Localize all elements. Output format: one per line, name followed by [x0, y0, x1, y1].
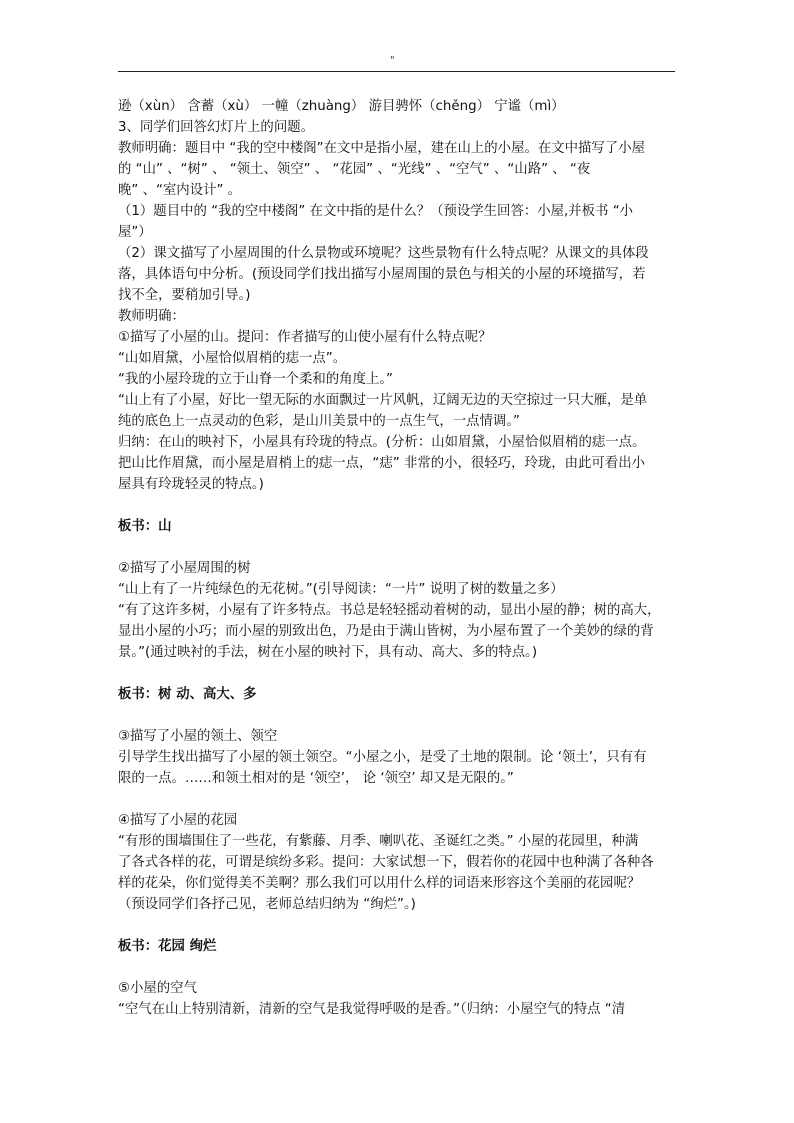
text-line — [118, 957, 680, 978]
text-line: 纯的底色上一点灵动的色彩，是山川美景中的一点生气，一点情调。” — [118, 414, 520, 429]
text-line: “我的小屋玲珑的立于山脊一个柔和的角度上。” — [118, 372, 393, 387]
text-line: （2）课文描写了小屋周围的什么景物或环境呢？这些景物有什么特点呢？从课文的具体段 — [118, 246, 649, 261]
text-line: 3、同学们回答幻灯片上的问题。 — [118, 120, 314, 135]
text-line: “有形的围墙围住了一些花，有紫藤、月季、喇叭花、圣诞红之类。” 小屋的花园里，种满 — [118, 834, 639, 849]
text-line — [118, 915, 680, 936]
text-line: 逊（xùn） 含蓄（xù） 一幢（zhuàng） 游目骋怀（chěng） 宁谧（mì） — [118, 99, 565, 114]
document-body — [118, 96, 680, 1020]
text-line: 景。”(通过映衬的手法，树在小屋的映衬下，具有动、高大、多的特点。) — [118, 645, 538, 660]
header-rule — [118, 71, 675, 72]
board-note-line: 板书：山 — [118, 519, 172, 534]
text-line: 找不全，要稍加引导。) — [118, 288, 251, 303]
text-line — [118, 789, 680, 810]
board-note-line: 板书：树 动、高大、多 — [118, 687, 257, 702]
text-line: “有了这许多树，小屋有了许多特点。书总是轻轻摇动着树的动，显出小屋的静；树的高大， — [118, 603, 661, 618]
text-line: “空气在山上特别清新，清新的空气是我觉得呼吸的是香。”（归纳：小屋空气的特点 “清 — [118, 1002, 626, 1017]
text-line: ②描写了小屋周围的树 — [118, 561, 251, 576]
text-line: ⑤小屋的空气 — [118, 981, 197, 996]
header-mark: " — [390, 55, 395, 66]
text-line: 显出小屋的小巧；而小屋的别致出色，乃是由于满山皆树，为小屋布置了一个美妙的绿的背 — [118, 624, 654, 639]
text-line: 样的花朵，你们觉得美不美啊？那么我们可以用什么样的词语来形容这个美丽的花园呢？ — [118, 876, 641, 891]
text-line: 了各式各样的花，可谓是缤纷多彩。提问：大家试想一下，假若你的花园中也种满了各种各 — [118, 855, 654, 870]
text-line — [118, 495, 680, 516]
text-line: 教师明确：题目中 “我的空中楼阁”在文中是指小屋，建在山上的小屋。在文中描写了小屋 — [118, 141, 645, 156]
text-line: （预设同学们各抒己见，老师总结归纳为 “绚烂”。) — [118, 897, 416, 912]
text-line: 把山比作眉黛，而小屋是眉梢上的痣一点，“痣” 非常的小，很轻巧，玲珑，由此可看出小 — [118, 456, 645, 471]
text-line: 归纳：在山的映衬下，小屋具有玲珑的特点。(分析：山如眉黛，小屋恰似眉梢的痣一点。 — [118, 435, 646, 450]
text-line: 屋”） — [118, 225, 152, 240]
text-line — [118, 537, 680, 558]
text-line: 限的一点。……和领土相对的是 ‘领空’， 论 ‘领空’ 却又是无限的。” — [118, 771, 514, 786]
text-line: ③描写了小屋的领土、领空 — [118, 729, 278, 744]
text-line: ④描写了小屋的花园 — [118, 813, 238, 828]
text-line — [118, 705, 680, 726]
text-line: “山上有了小屋，好比一望无际的水面飘过一片风帆，辽阔无边的天空掠过一只大雁，是单 — [118, 393, 648, 408]
text-line: 晚” 、“室内设计” 。 — [118, 183, 242, 198]
text-line: 屋具有玲珑轻灵的特点。) — [118, 477, 264, 492]
text-line: ①描写了小屋的山。提问：作者描写的山使小屋有什么特点呢？ — [118, 330, 492, 345]
text-line: 引导学生找出描写了小屋的领土领空。“小屋之小，是受了土地的限制。论 ‘领土’，只有有 — [118, 750, 647, 765]
text-line: （1）题目中的 “我的空中楼阁” 在文中指的是什么？（预设学生回答：小屋,并板书 “小 — [118, 204, 634, 219]
text-line: “山上有了一片纯绿色的无花树。”(引导阅读：“一片” 说明了树的数量之多） — [118, 582, 564, 597]
text-line: 的 “山” 、“树” 、 “领土、领空” 、 “花园” 、“光线” 、“空气” 、“山路” 、 “夜 — [118, 162, 591, 177]
text-line — [118, 663, 680, 684]
text-line: “山如眉黛，小屋恰似眉梢的痣一点”。 — [118, 351, 347, 366]
board-note-line: 板书：花园 绚烂 — [118, 939, 217, 954]
text-line: 落，具体语句中分析。(预设同学们找出描写小屋周围的景色与相关的小屋的环境描写，若 — [118, 267, 646, 282]
text-line: 教师明确： — [118, 309, 185, 324]
